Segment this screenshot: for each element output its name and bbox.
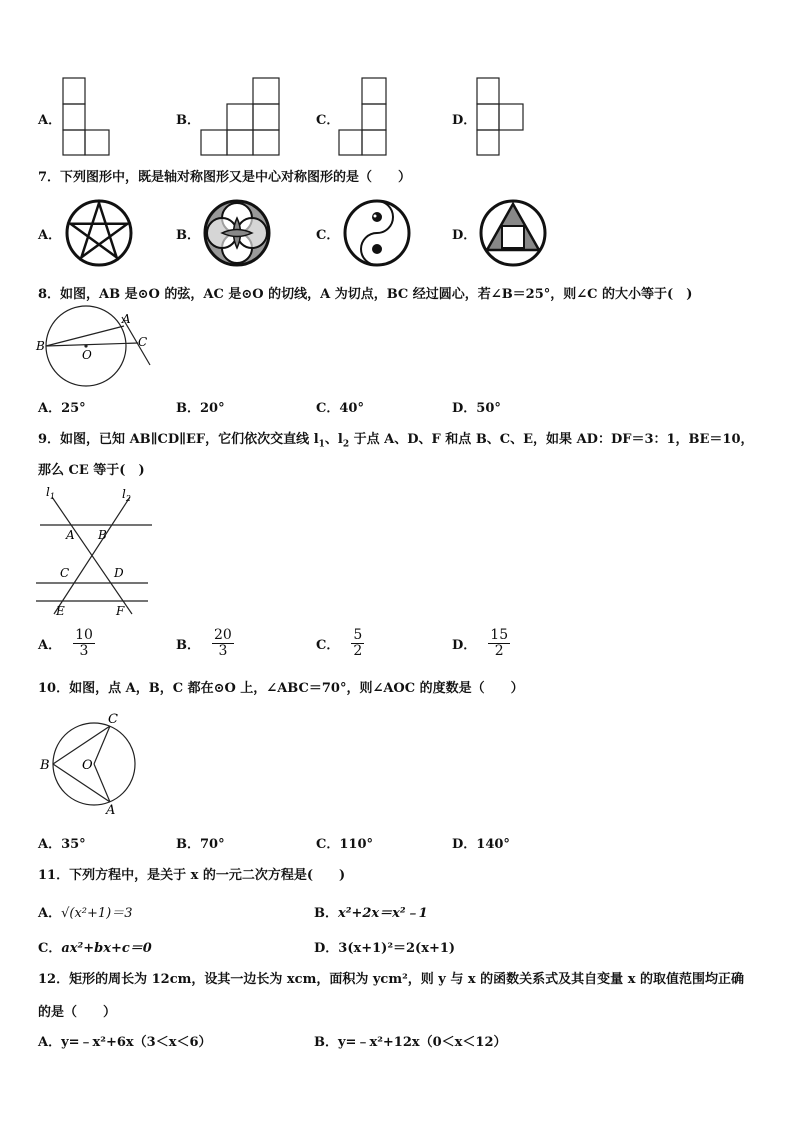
q11-option-d: D．3(x+1)²＝2(x+1) <box>314 941 456 956</box>
q6-option-b-figure <box>200 77 282 157</box>
q6-option-a-figure <box>62 77 112 157</box>
q9-point-a: A <box>66 528 75 542</box>
q11-option-a: A．√(x²+1)＝3 <box>38 906 133 921</box>
q7-option-b-label: B． <box>176 228 200 243</box>
q9-figure <box>34 484 159 620</box>
q6-option-d-label: D． <box>452 113 477 128</box>
q10-option-a: A．35° <box>38 837 86 852</box>
q9-stem-line2: 那么 CE 等于( ) <box>38 463 145 478</box>
q8-figure <box>34 305 164 390</box>
q8-point-b: B <box>36 339 45 353</box>
q8-option-b: B．20° <box>176 401 225 416</box>
q8-point-o: O <box>82 348 92 362</box>
q10-point-b: B <box>40 758 50 773</box>
q10-stem: 10．如图，点 A，B，C 都在⊙O 上，∠ABC＝70°，则∠AOC 的度数是（ ） <box>38 681 524 696</box>
q9-option-c: C． $\frac{5}{2}$ <box>316 627 363 660</box>
q9-line-l2: $l_2$ <box>122 487 131 503</box>
q10-point-o: O <box>82 758 93 773</box>
q11-stem: 11．下列方程中，是关于 x 的一元二次方程是( ) <box>38 868 346 883</box>
triangle-square-in-circle-icon <box>478 198 548 268</box>
q9-point-f: F <box>116 604 125 618</box>
q12-option-a: A．y=﹣x²+6x（3＜x＜6） <box>38 1035 212 1050</box>
q7-option-c-label: C． <box>316 228 340 243</box>
q6-option-a-label: A． <box>38 113 62 128</box>
q9-option-a: A． $\frac{10}{3}$ <box>38 627 93 660</box>
q10-option-b: B．70° <box>176 837 225 852</box>
q10-option-d: D．140° <box>452 837 510 852</box>
q12-option-b: B．y=﹣x²+12x（0＜x＜12） <box>314 1035 507 1050</box>
q7-stem: 7．下列图形中，既是轴对称图形又是中心对称图形的是（ ） <box>38 170 412 185</box>
q9-point-e: E <box>56 604 65 618</box>
pentagram-in-circle-icon <box>64 198 134 268</box>
q9-point-b: B <box>98 528 107 542</box>
q11-option-c: C．ax²+bx+c＝0 <box>38 941 152 956</box>
q9-stem-line1: 9．如图，已知 AB∥CD∥EF，它们依次交直线 $l_1$、$l_2$ 于点 A、D、F 和点 B、C、E，如果 AD：DF＝3：1，BE＝10， <box>38 432 754 450</box>
q10-figure <box>36 708 146 818</box>
q8-option-c: C．40° <box>316 401 364 416</box>
taiji-circle-icon <box>342 198 412 268</box>
q8-stem: 8．如图，AB 是⊙O 的弦，AC 是⊙O 的切线，A 为切点，BC 经过圆心，若∠B＝25°，则∠C 的大小等于( ) <box>38 287 693 302</box>
q12-stem-line1: 12．矩形的周长为 12cm，设其一边长为 xcm，面积为 ycm²，则 y 与 x 的函数关系式及其自变量 x 的取值范围均正确 <box>38 972 744 987</box>
q7-option-a-label: A． <box>38 228 62 243</box>
q9-option-b: B． $\frac{20}{3}$ <box>176 627 232 660</box>
q9-point-c: C <box>60 566 70 580</box>
q6-option-c-figure <box>338 77 390 157</box>
q9-option-d: D． $\frac{15}{2}$ <box>452 627 509 660</box>
q8-point-a: A <box>122 312 131 326</box>
q8-option-a: A．25° <box>38 401 86 416</box>
q6-option-d-figure <box>476 77 528 157</box>
q10-option-c: C．110° <box>316 837 373 852</box>
q11-option-b: B．x²+2x＝x²﹣1 <box>314 906 428 921</box>
q6-option-b-label: B． <box>176 113 200 128</box>
q9-line-l1: $l_1$ <box>46 485 55 501</box>
q6-option-c-label: C． <box>316 113 340 128</box>
q8-option-d: D．50° <box>452 401 501 416</box>
q9-point-d: D <box>114 566 124 580</box>
q10-point-a: A <box>106 803 116 818</box>
q8-point-c: C <box>138 335 148 349</box>
q7-option-d-label: D． <box>452 228 477 243</box>
q12-stem-line2: 的是（ ） <box>38 1005 117 1020</box>
four-petal-circle-icon <box>202 198 272 268</box>
q10-point-c: C <box>108 712 118 727</box>
